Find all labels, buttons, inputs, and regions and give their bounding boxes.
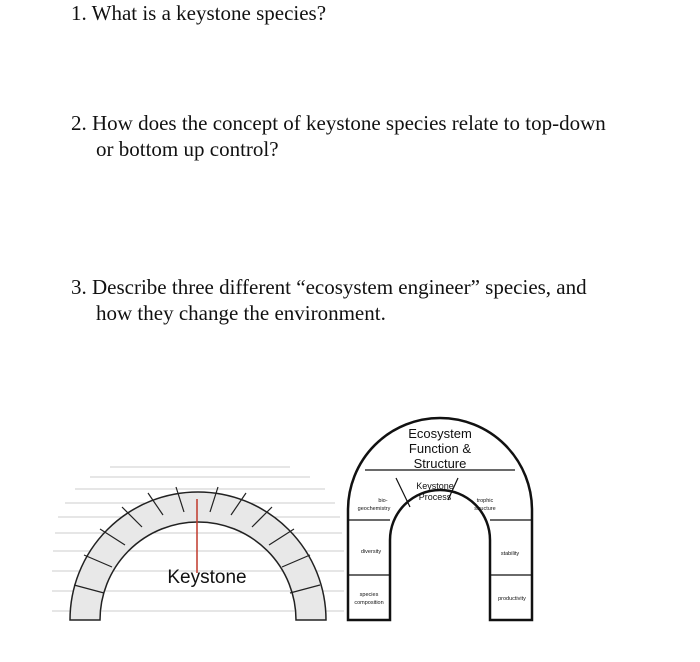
stone-arch-illustration xyxy=(50,455,345,625)
question-text: What is a keystone species? xyxy=(91,1,327,25)
question-number: 2. xyxy=(71,111,87,135)
block-diversity: diversity xyxy=(360,549,382,555)
question-number: 1. xyxy=(71,1,87,25)
ecosystem-label-line1: Ecosystem xyxy=(408,426,472,441)
block-species-composition-line1: species xyxy=(359,592,379,598)
block-species-composition-line2: composition xyxy=(354,600,384,606)
block-biogeochemistry-line1: bio- xyxy=(378,498,388,504)
block-biogeochemistry-line2: geochemistry xyxy=(357,506,391,512)
question-number: 3. xyxy=(71,275,87,299)
keystone-process-line1: Keystone xyxy=(416,481,454,491)
keystone-label: Keystone xyxy=(167,567,247,588)
question-text: Describe three different “ecosystem engineer” species, and xyxy=(92,275,587,299)
question-text: How does the concept of keystone species relate to top-down xyxy=(92,111,606,135)
keystone-process-line2: Process xyxy=(418,492,452,502)
block-trophic-line2: structure xyxy=(474,506,496,512)
block-stability: stability xyxy=(500,551,520,557)
question-text-continued: how they change the environment. xyxy=(96,301,386,325)
ecosystem-label-line2: Function & xyxy=(408,441,472,456)
ecosystem-label-line3: Structure xyxy=(413,456,467,471)
question-text-continued: or bottom up control? xyxy=(96,137,279,161)
arch-band xyxy=(70,492,326,620)
block-trophic-line1: trophic xyxy=(476,498,494,504)
question-2 xyxy=(71,110,691,162)
block-productivity: productivity xyxy=(498,596,526,602)
question-3 xyxy=(71,274,671,326)
question-1 xyxy=(71,0,326,26)
ecosystem-arch-diagram xyxy=(340,400,540,625)
